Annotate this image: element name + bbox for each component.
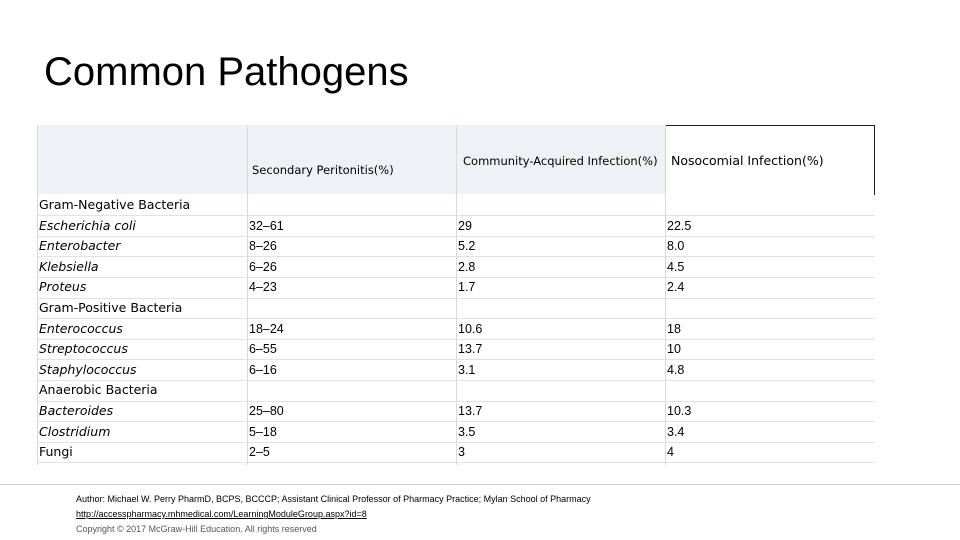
table-cell-community: 10.6 <box>458 321 483 336</box>
row-divider <box>38 236 875 237</box>
table-cell-secondary: 6–55 <box>249 342 277 357</box>
row-divider <box>38 462 875 463</box>
pathogen-name: Clostridium <box>39 423 111 439</box>
footer <box>76 492 591 537</box>
table-cell-nosocomial: 22.5 <box>667 218 692 233</box>
header-secondary-peritonitis: Secondary Peritonitis(%) <box>252 163 394 177</box>
header-community-acquired: Community-Acquired Infection(%) <box>463 154 658 168</box>
pathogen-name: Enterobacter <box>39 238 121 254</box>
slide-title: Common Pathogens <box>44 50 409 94</box>
table-cell-community: 3.5 <box>458 424 476 439</box>
table-cell-secondary: 2–5 <box>249 445 270 460</box>
table-cell-community: 13.7 <box>458 342 483 357</box>
source-link[interactable]: http://accesspharmacy.mhmedical.com/LearningModuleGroup.aspx?id=8 <box>76 509 367 519</box>
table-cell-secondary: 25–80 <box>249 404 284 418</box>
row-divider <box>38 401 875 402</box>
row-divider <box>38 215 875 216</box>
table-cell-community: 3.1 <box>458 362 476 377</box>
table-cell-nosocomial: 2.4 <box>667 280 685 295</box>
table-cell-nosocomial: 4.8 <box>667 362 685 377</box>
row-divider <box>38 339 875 340</box>
column-divider <box>456 125 457 465</box>
pathogen-name: Staphylococcus <box>39 361 137 377</box>
table-cell-secondary: 4–23 <box>249 280 277 295</box>
pathogen-name: Fungi <box>39 444 73 460</box>
table-cell-community: 5.2 <box>458 239 476 254</box>
table-cell-nosocomial: 4.5 <box>667 259 685 274</box>
section-heading: Gram-Positive Bacteria <box>39 300 183 315</box>
table-cell-secondary: 8–26 <box>249 239 277 254</box>
author-credit: Author: Michael W. Perry PharmD, BCPS, BCCCP; Assistant Clinical Professor of Pharmacy Practice; Mylan School of Pharmacy <box>76 494 591 504</box>
column-divider <box>665 125 666 465</box>
row-divider <box>38 380 875 381</box>
row-divider <box>38 359 875 360</box>
table-cell-secondary: 6–26 <box>249 259 277 274</box>
table-cell-community: 1.7 <box>458 280 476 295</box>
pathogen-name: Proteus <box>39 279 87 295</box>
row-divider <box>38 277 875 278</box>
table-cell-secondary: 6–16 <box>249 362 277 377</box>
pathogen-name: Klebsiella <box>39 258 99 274</box>
pathogen-name: Bacteroides <box>39 403 114 418</box>
table-cell-community: 13.7 <box>458 404 483 418</box>
row-divider <box>38 256 875 257</box>
section-heading: Anaerobic Bacteria <box>39 382 158 398</box>
section-heading: Gram-Negative Bacteria <box>39 197 191 212</box>
table-cell-secondary: 32–61 <box>249 218 284 233</box>
table-cell-nosocomial: 4 <box>667 445 674 460</box>
row-divider <box>38 421 875 422</box>
table-cell-secondary: 5–18 <box>249 424 277 439</box>
table-cell-secondary: 18–24 <box>249 321 284 336</box>
pathogen-name: Streptococcus <box>39 341 128 357</box>
pathogen-table <box>37 125 875 465</box>
footer-divider <box>0 484 960 485</box>
header-nosocomial: Nosocomial Infection(%) <box>671 153 824 168</box>
table-cell-community: 2.8 <box>458 259 476 274</box>
table-cell-nosocomial: 3.4 <box>667 424 685 439</box>
pathogen-name: Enterococcus <box>39 320 123 336</box>
table-cell-community: 3 <box>458 445 465 460</box>
table-cell-nosocomial: 8.0 <box>667 239 685 254</box>
row-divider <box>38 318 875 319</box>
table-cell-nosocomial: 18 <box>667 321 681 336</box>
table-cell-nosocomial: 10 <box>667 342 681 357</box>
pathogen-name: Escherichia coli <box>39 217 136 233</box>
copyright-notice: Copyright © 2017 McGraw-Hill Education. All rights reserved <box>76 524 317 534</box>
row-divider <box>38 442 875 443</box>
table-cell-nosocomial: 10.3 <box>667 404 692 418</box>
column-divider <box>247 125 248 465</box>
table-cell-community: 29 <box>458 218 472 233</box>
